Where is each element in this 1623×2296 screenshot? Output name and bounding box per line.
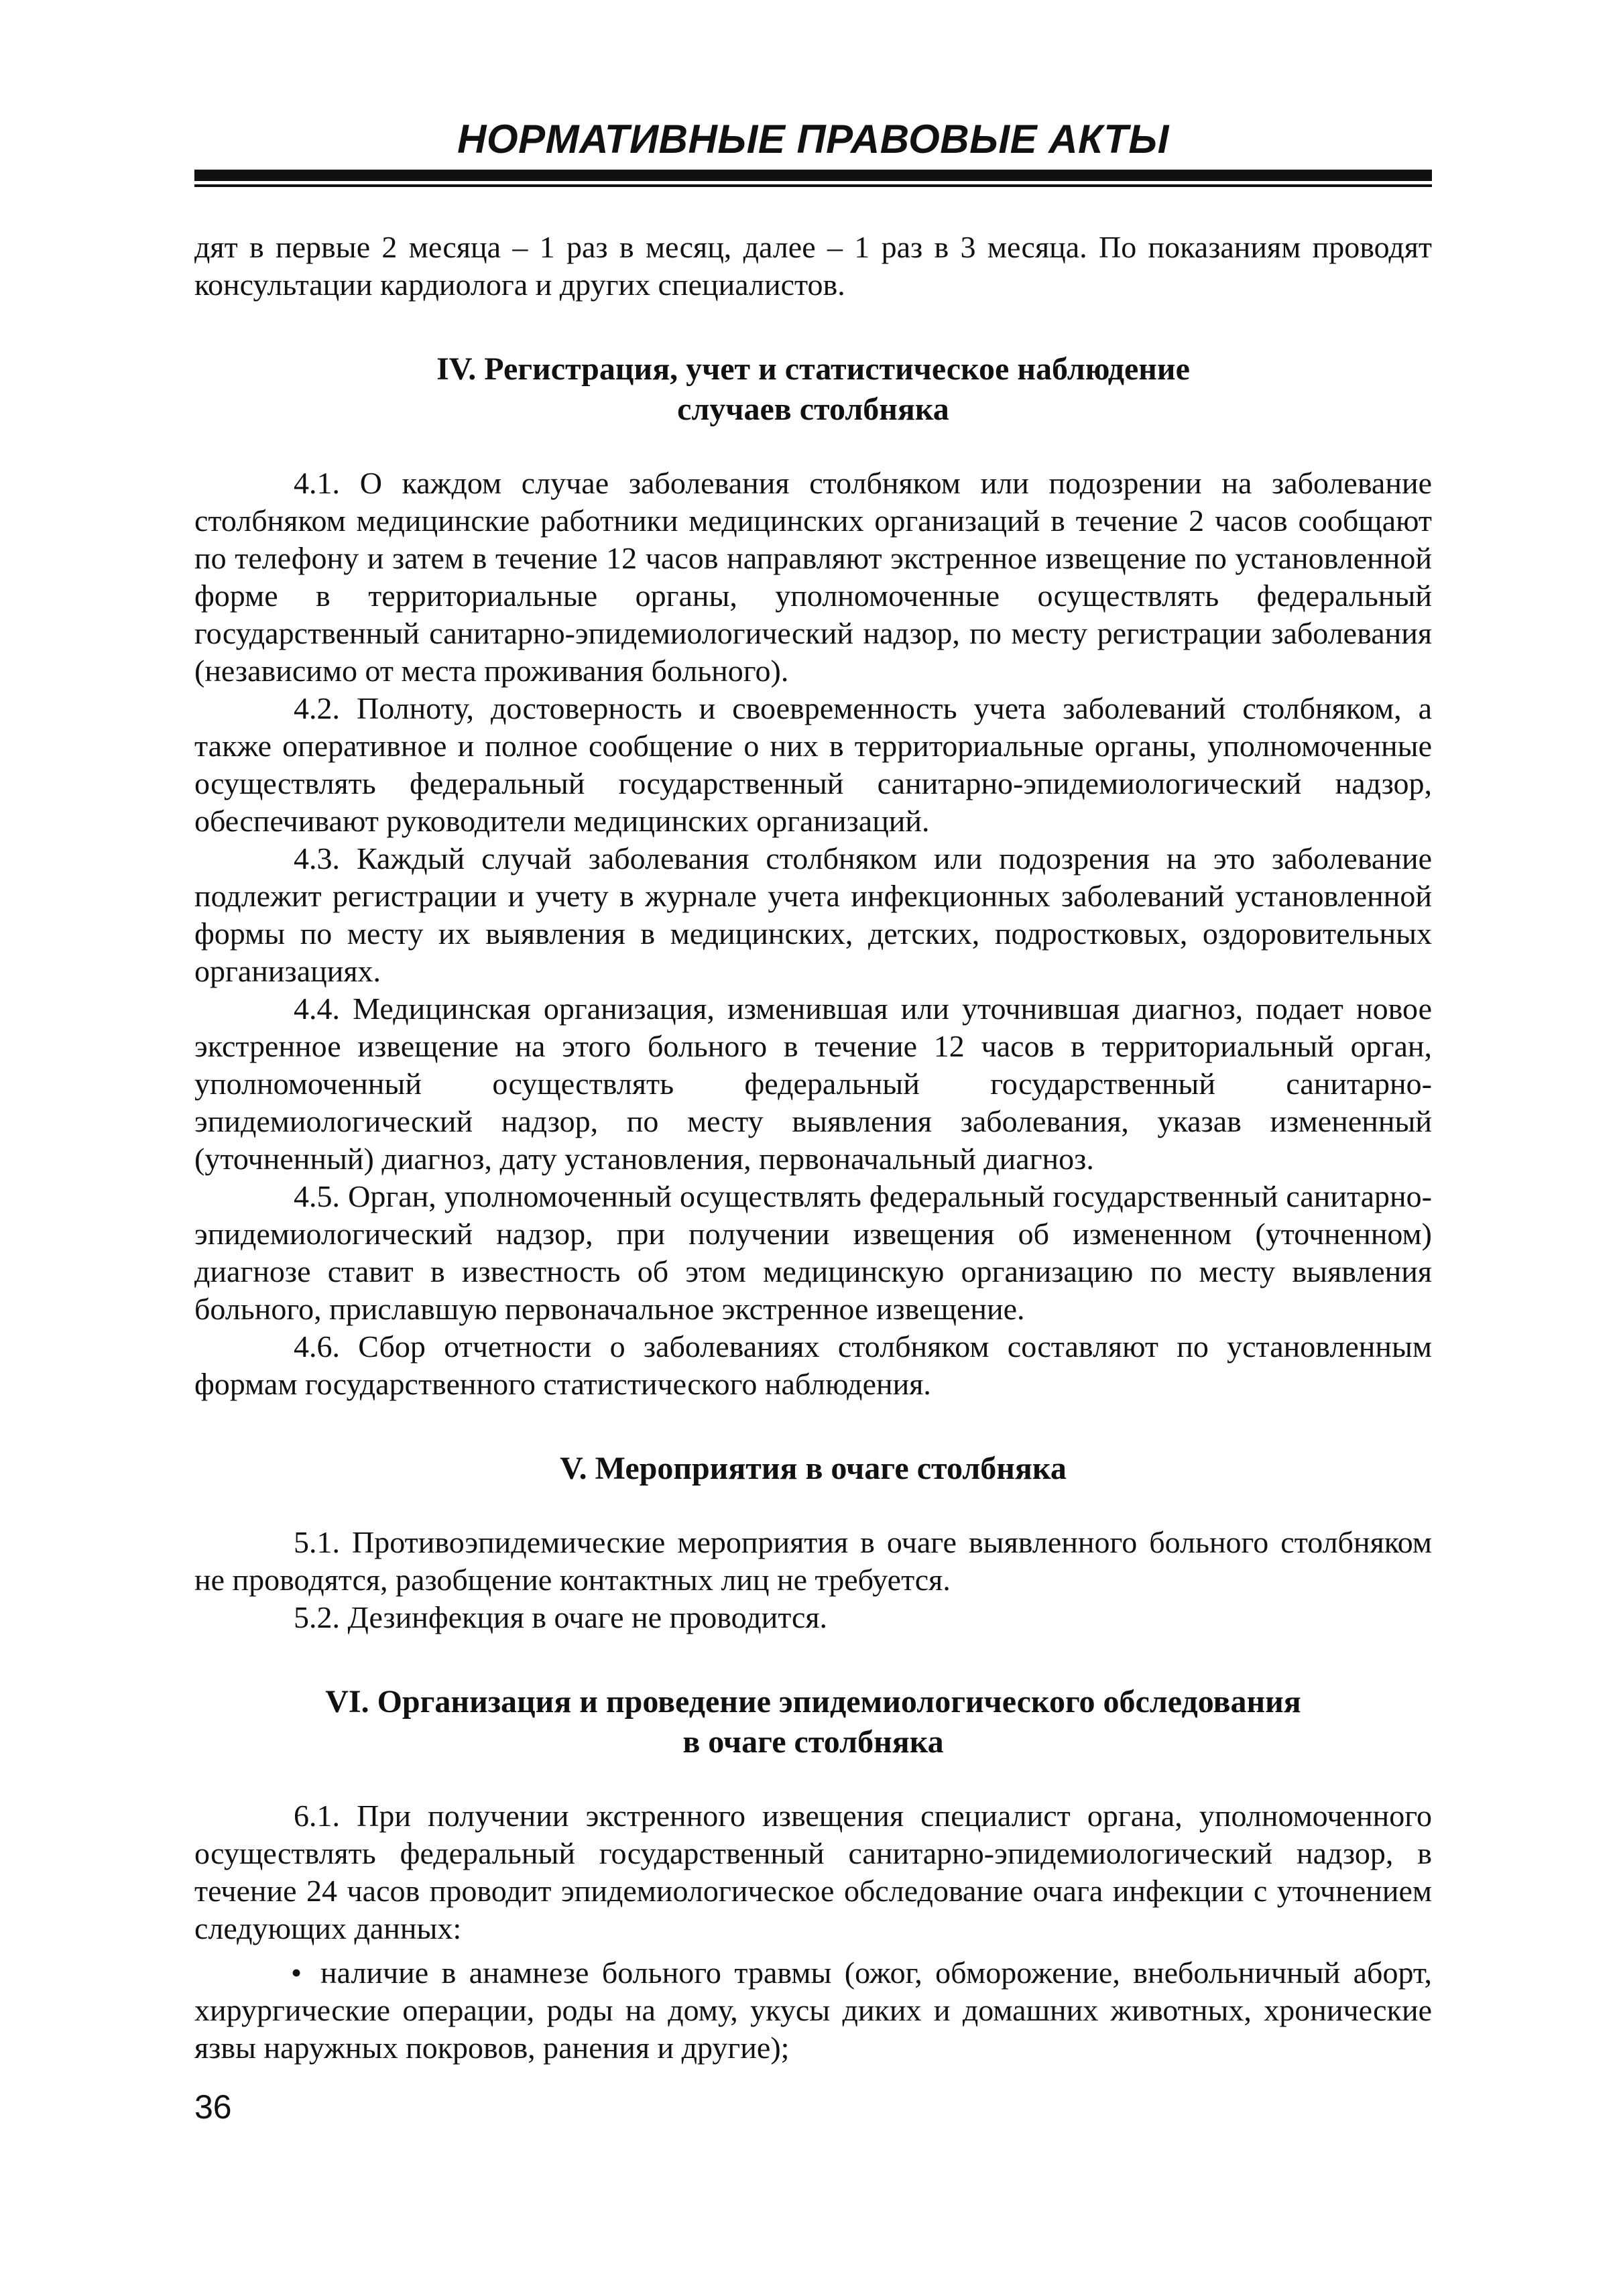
bullet-icon: •	[291, 1955, 302, 1990]
intro-continuation: дят в первые 2 месяца – 1 раз в месяц, далее – 1 раз в 3 месяца. По показаниям проводят консультации кардиолога и других специалистов.	[194, 230, 1432, 302]
header-rule-thin	[194, 184, 1432, 187]
paragraph-4-1: 4.1. О каждом случае заболевания столбняком или подозрении на заболевание столбняком медицинские работники медицинских организаций в течение 2 часов сообщают по телефону и затем в течение 12 часов направляют экстренное извещение по установленной форме в территориальные органы, уполномоченные осуществлять федеральный государственный санитарно-эпидемиологический надзор, по месту регистрации заболевания (независимо от места проживания больного).	[194, 466, 1432, 688]
paragraph-4-3: 4.3. Каждый случай заболевания столбняком или подозрения на это заболевание подлежит регистрации и учету в журнале учета инфекционных заболеваний установленной формы по месту их выявления в медицинских, детских, подростковых, оздоровительных организациях.	[194, 841, 1432, 988]
section-6-title-line-2: в очаге столбняка	[682, 1724, 944, 1760]
paragraph-5-1: 5.1. Противоэпидемические мероприятия в очаге выявленного больного столбняком не проводятся, разобщение контактных лиц не требуется.	[194, 1525, 1432, 1597]
section-5-title-text: V. Мероприятия в очаге столбняка	[560, 1451, 1067, 1486]
list-item-text: наличие в анамнезе больного травмы (ожог, обморожение, внебольничный аборт, хирургические операции, роды на дому, укусы диких и домашних животных, хронические язвы наружных покровов, ранения и другие);	[194, 1955, 1432, 2065]
running-header: НОРМАТИВНЫЕ ПРАВОВЫЕ АКТЫ	[457, 117, 1169, 162]
paragraph-4-5: 4.5. Орган, уполномоченный осуществлять федеральный государственный санитарно-эпидемиологический надзор, при получении извещения об измененном (уточненном) диагнозе ставит в известность об этом медицинскую организацию по месту выявления больного, приславшую первоначальное экстренное извещение.	[194, 1179, 1432, 1326]
section-4-title	[194, 349, 1432, 430]
document-page	[194, 117, 1432, 2067]
page-number: 36	[194, 2088, 232, 2126]
paragraph-5-2: 5.2. Дезинфекция в очаге не проводится.	[294, 1600, 828, 1634]
paragraph-4-4: 4.4. Медицинская организация, изменившая или уточнившая диагноз, подает новое экстренное извещение на этого больного в течение 12 часов в территориальный орган, уполномоченный осуществлять федеральный государственный санитарно-эпидемиологический надзор, по месту выявления заболевания, указав измененный (уточненный) диагноз, дату установления, первоначальный диагноз.	[194, 991, 1432, 1176]
list-item	[194, 1954, 1432, 2067]
section-4-title-line-1: IV. Регистрация, учет и статистическое наблюдение	[436, 351, 1190, 387]
header-rule-thick	[194, 170, 1432, 181]
paragraph-4-2: 4.2. Полноту, достоверность и своевременность учета заболеваний столбняком, а также оперативное и полное сообщение о них в территориальные органы, уполномоченные осуществлять федеральный государственный санитарно-эпидемиологический надзор, обеспечивают руководители медицинских организаций.	[194, 691, 1432, 838]
paragraph-6-1: 6.1. При получении экстренного извещения специалист органа, уполномоченного осуществлять федеральный государственный санитарно-эпидемиологический надзор, в течение 24 часов проводит эпидемиологическое обследование очага инфекции с уточнением следующих данных:	[194, 1799, 1432, 1945]
bullet-list	[194, 1954, 1432, 2067]
paragraph-4-6: 4.6. Сбор отчетности о заболеваниях столбняком составляют по установленным формам государственного статистического наблюдения.	[194, 1329, 1432, 1401]
section-5-title	[194, 1449, 1432, 1489]
section-4-title-line-2: случаев столбняка	[677, 391, 949, 427]
section-6-title-line-1: VI. Организация и проведение эпидемиологического обследования	[325, 1684, 1301, 1719]
section-6-title	[194, 1682, 1432, 1762]
